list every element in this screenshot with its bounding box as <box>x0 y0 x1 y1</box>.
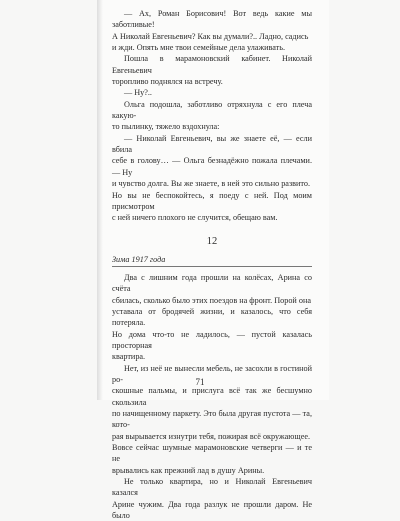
text-line: квартира. <box>112 352 146 362</box>
page-number: 71 <box>195 377 205 387</box>
text-line: Ольга подошла, заботливо отряхнула с его плеча какую- <box>112 99 312 121</box>
text-line: и чувство долга. Вы же знаете, в ней это сильно развито. <box>112 179 311 189</box>
page-text <box>112 8 312 521</box>
text-line: — Ах, Роман Борисович! Вот ведь какие мы заботливые! <box>112 9 312 30</box>
text-line: сбилась, сколько было этих поездов на фронт. Порой она <box>112 295 311 305</box>
text-line: рая вырывается изнутри тебя, пожирая всё окружающее. <box>112 431 311 441</box>
chapter-epigraph: Зима 1917 года <box>112 254 312 267</box>
text-line: Не только квартира, но и Николай Евгеньевич казался <box>112 477 312 498</box>
text-line: с ней ничего плохого не случится, обещаю вам. <box>112 213 278 223</box>
text-line: Нет, из неё не вынесли мебель, не засохли в гостиной ро- <box>112 363 312 384</box>
text-line: торопливо поднялся на встречу. <box>112 77 223 87</box>
text-line: Пошла в марамоновский кабинет. Николай Евгеньевич <box>112 54 312 75</box>
text-line: Но вы не беспокойтесь, я поеду с ней. Под моим присмотром <box>112 190 312 211</box>
page-gutter-shadow <box>97 0 103 400</box>
text-line: Но дома что-то не ладилось, — пустой казалась просторная <box>112 329 312 350</box>
text-line: А Николай Евгеньевич? Как вы думали?.. Ладно, садись <box>112 31 309 41</box>
text-line: Арине чужим. Два года разлук не прошли даром. Не было <box>112 499 312 521</box>
chapter-number: 12 <box>206 235 218 247</box>
text-line: себе в голову… — Ольга безнадёжно пожала плечами. — Ну <box>112 156 312 177</box>
text-line: врывались как прежний лад в душу Арины. <box>112 465 265 475</box>
text-line: — Ну?.. <box>124 88 152 98</box>
text-line: то пылинку, тяжело вздохнула: <box>112 122 220 132</box>
text-line: Вовсе сейчас шумные марамоновские четверги — и те не <box>112 443 312 464</box>
text-line: скошные пальмы, и прислуга всё так же бесшумно скользила <box>112 386 312 407</box>
text-line: Два с лишним года прошли на колёсах, Арина со счёта <box>112 272 312 294</box>
text-line: — Николай Евгеньевич, вы же знаете её, — если вбила <box>112 133 312 155</box>
text-line: уставала от бродячей жизни, и казалось, что себя потеряла. <box>112 306 312 328</box>
text-line: и жди. Опять мне твои семейные дела улаживать. <box>112 43 286 53</box>
text-line: по начищенному паркету. Это была другая пустота — та, кото- <box>112 409 312 430</box>
